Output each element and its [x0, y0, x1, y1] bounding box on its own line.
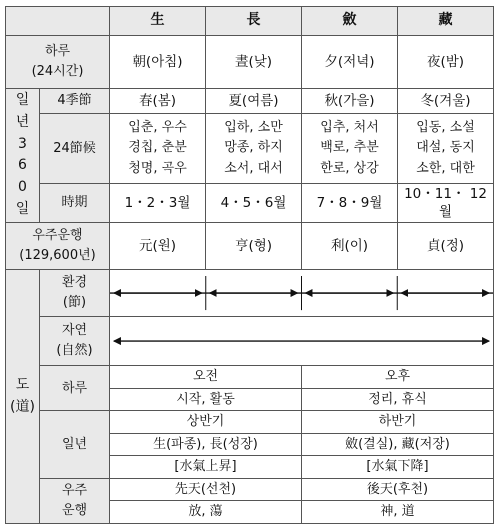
table-cell: 입동, 소설 대설, 동지 소한, 대한 [398, 113, 494, 183]
table-cell: 晝(낮) [206, 35, 302, 88]
table-cell: 後天(후천) [302, 478, 494, 501]
row-label-haru: 하루 (24시간) [6, 35, 110, 88]
table-row [6, 35, 494, 88]
table-cell: 貞(정) [398, 223, 494, 270]
table-cell: 7・8・9월 [302, 184, 398, 223]
table-cell: 神, 道 [302, 501, 494, 524]
env-arrows-cell [110, 270, 494, 317]
env-arrows [110, 270, 493, 316]
table-row [6, 223, 494, 270]
nature-arrow [110, 317, 493, 365]
table-cell: 生(파종), 長(성장) [110, 433, 302, 456]
table-cell: [水氣下降] [302, 456, 494, 479]
table-cell: 亨(형) [206, 223, 302, 270]
header-cell: 長 [206, 7, 302, 36]
table-row [6, 270, 494, 317]
table-cell: 오후 [302, 366, 494, 389]
table-cell: 先天(선천) [110, 478, 302, 501]
table-cell: 夕(저녁) [302, 35, 398, 88]
table-cell: 10・11・ 12월 [398, 184, 494, 223]
table-cell: 입추, 처서 백로, 추분 한로, 상강 [302, 113, 398, 183]
comparison-table [5, 6, 494, 524]
header-cell: 藏 [398, 7, 494, 36]
table-cell: 정리, 휴식 [302, 388, 494, 411]
table-cell: 상반기 [110, 411, 302, 434]
row-label-yearly: 일년 [40, 411, 110, 479]
row-label-season: 4季節 [40, 88, 110, 113]
table-cell: 4・5・6월 [206, 184, 302, 223]
table-cell: 시작, 활동 [110, 388, 302, 411]
table-cell: 입춘, 우수 경칩, 춘분 청명, 곡우 [110, 113, 206, 183]
row-label-cosmic: 우주운행 (129,600년) [6, 223, 110, 270]
table-cell: 春(봄) [110, 88, 206, 113]
table-row [6, 88, 494, 113]
table-cell: 하반기 [302, 411, 494, 434]
table-row [6, 113, 494, 183]
header-row [6, 7, 494, 36]
row-label-universe: 우주 운행 [40, 478, 110, 523]
row-group-label-do: 도 (道) [6, 270, 40, 524]
table-cell: 冬(겨울) [398, 88, 494, 113]
table-cell: 夏(여름) [206, 88, 302, 113]
header-cell: 斂 [302, 7, 398, 36]
table-container [5, 6, 493, 524]
table-cell: 오전 [110, 366, 302, 389]
table-cell: 夜(밤) [398, 35, 494, 88]
table-cell: [水氣上昇] [110, 456, 302, 479]
row-label-period: 時期 [40, 184, 110, 223]
header-corner [6, 7, 110, 36]
table-row [6, 184, 494, 223]
table-cell: 放, 蕩 [110, 501, 302, 524]
table-row [6, 411, 494, 434]
table-cell: 秋(가을) [302, 88, 398, 113]
row-label-nature: 자연 (自然) [40, 317, 110, 366]
row-label-day: 하루 [40, 366, 110, 411]
table-cell: 1・2・3월 [110, 184, 206, 223]
header-cell: 生 [110, 7, 206, 36]
table-row [6, 317, 494, 366]
row-group-label-year: 일 년 3 6 0 일 [6, 88, 40, 222]
table-row [6, 478, 494, 501]
row-label-env: 환경 (節) [40, 270, 110, 317]
nature-arrow-cell [110, 317, 494, 366]
table-cell: 입하, 소만 망종, 하지 소서, 대서 [206, 113, 302, 183]
table-cell: 元(원) [110, 223, 206, 270]
table-cell: 朝(아침) [110, 35, 206, 88]
table-cell: 斂(결실), 藏(저장) [302, 433, 494, 456]
table-cell: 利(이) [302, 223, 398, 270]
row-label-terms: 24節候 [40, 113, 110, 183]
table-row [6, 366, 494, 389]
